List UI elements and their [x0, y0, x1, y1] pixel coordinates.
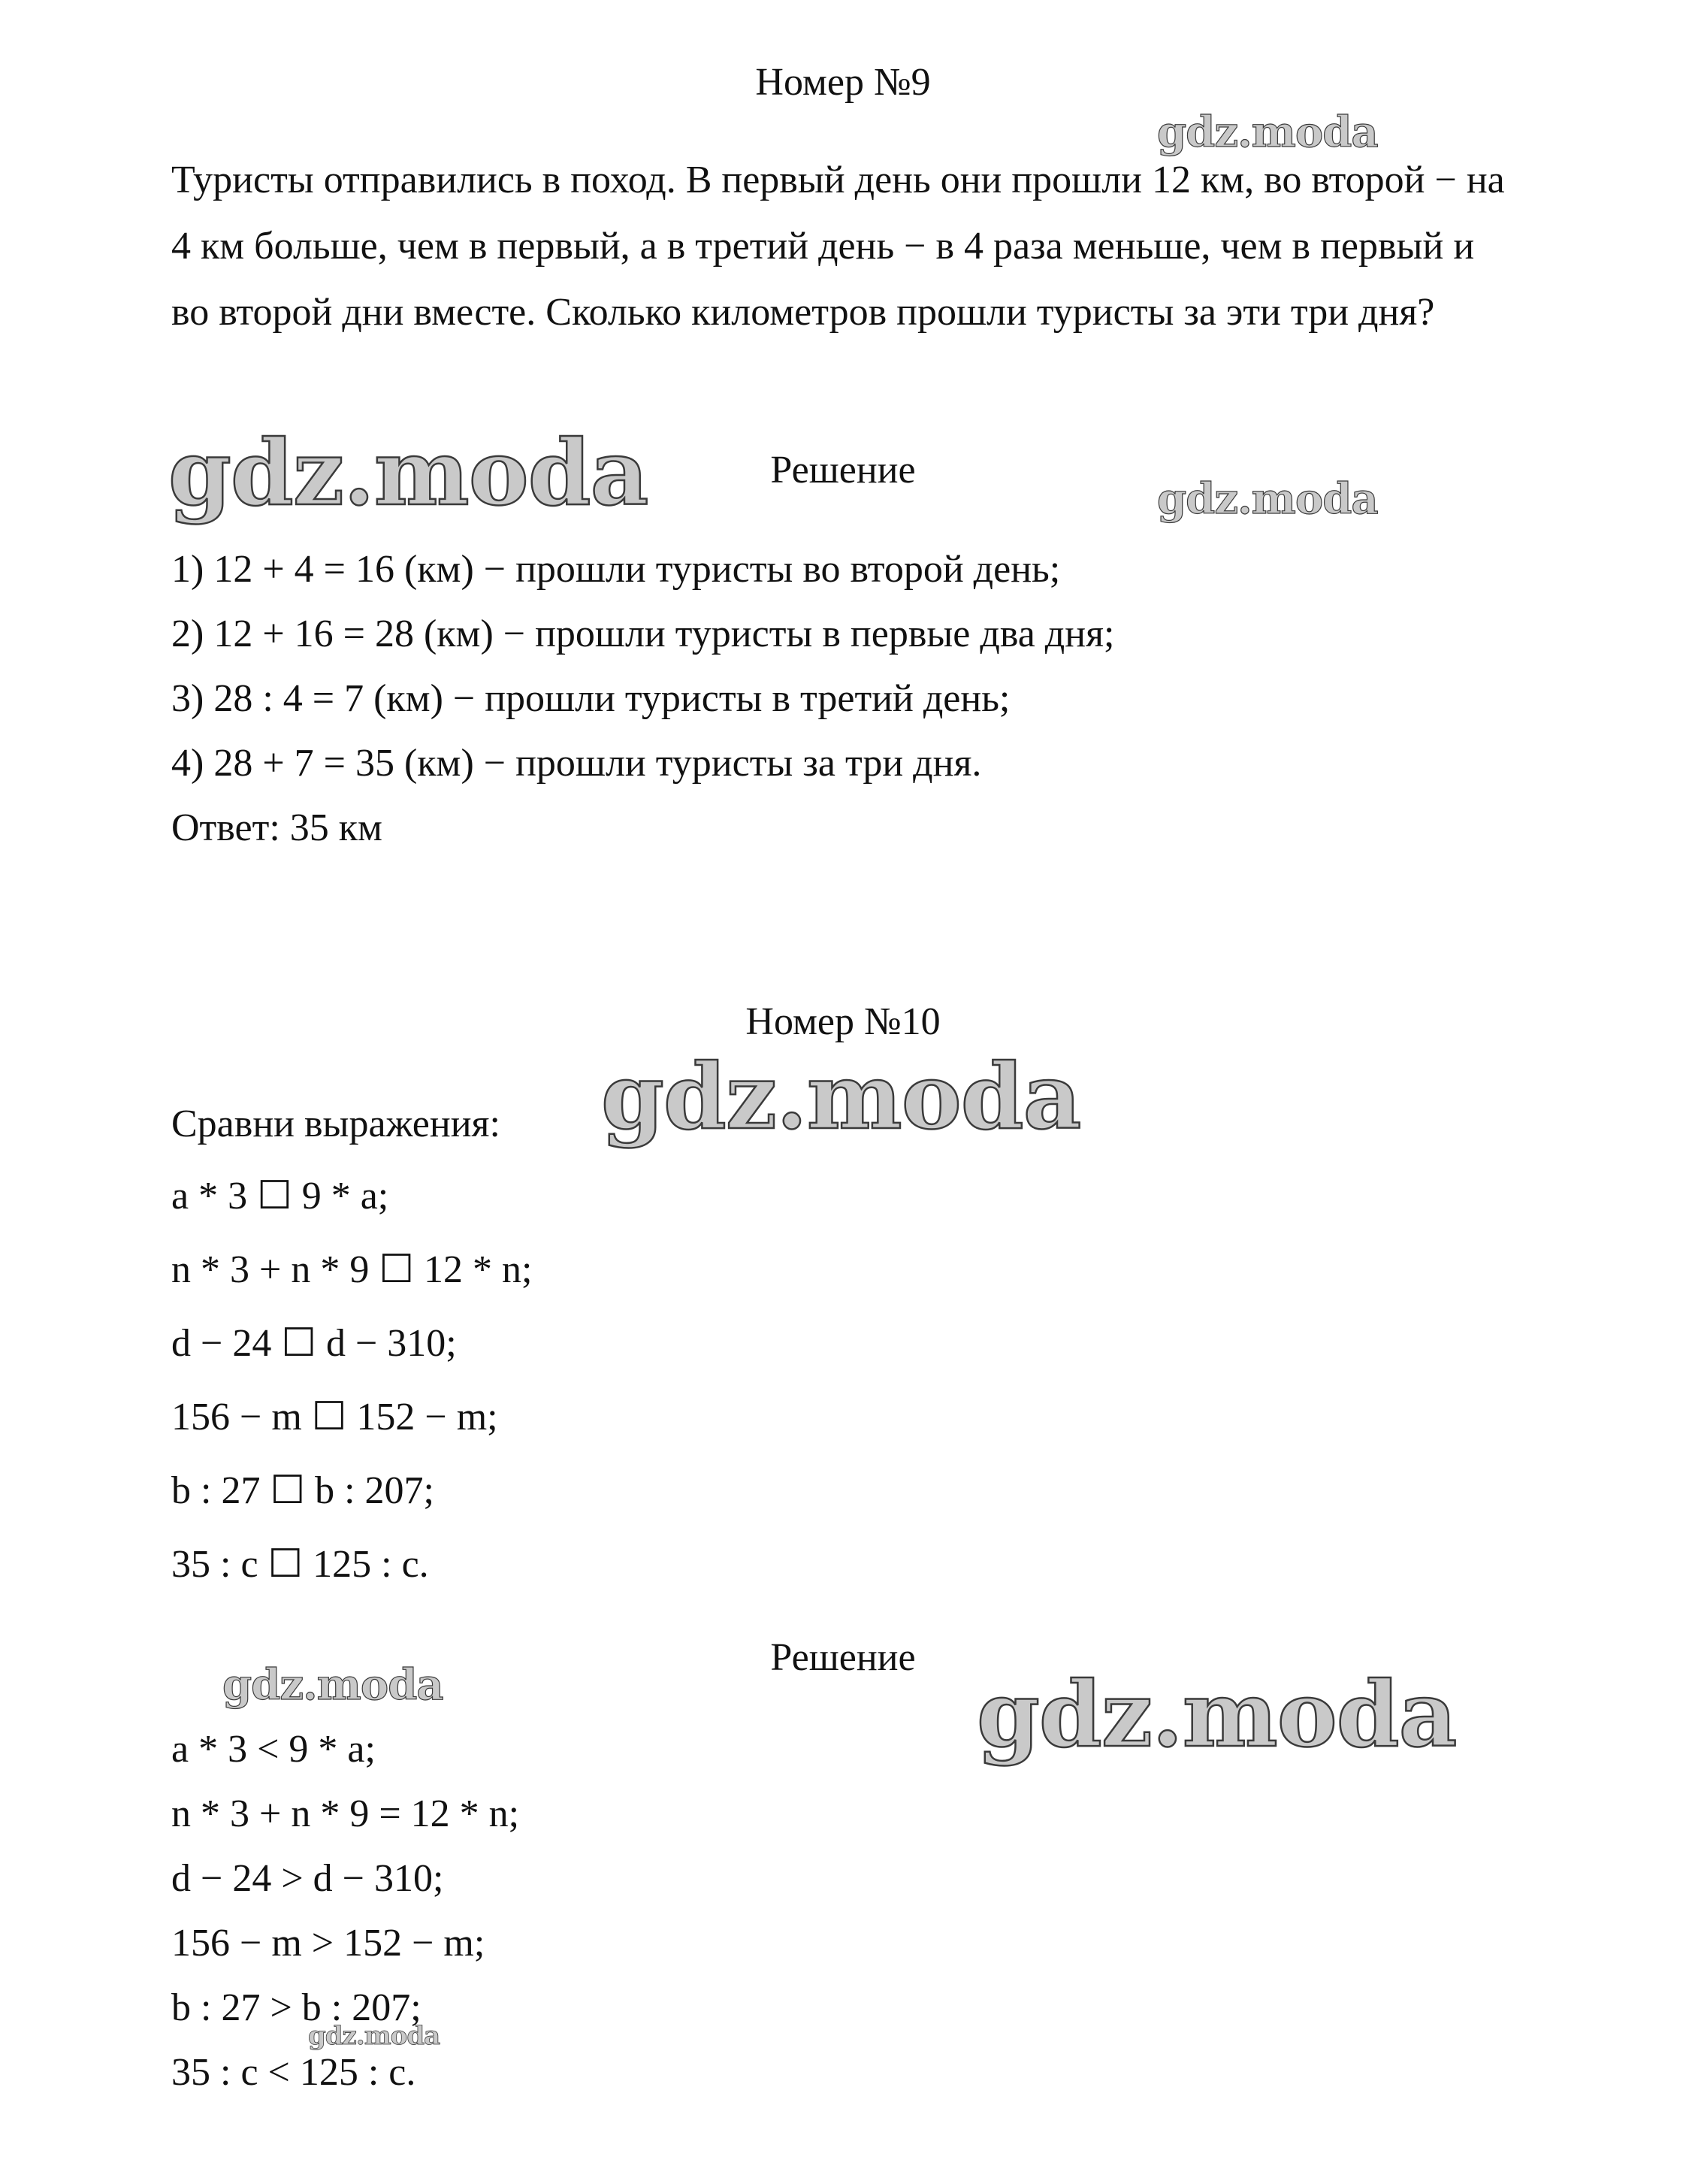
problem-10-answer-2: n * 3 + n * 9 = 12 * n;: [171, 1792, 520, 1835]
watermark-logo: gdz.moda: [1157, 107, 1378, 157]
problem-10-answer-5: b : 27 > b : 207;: [171, 1986, 422, 2029]
problem-10-prompt: Сравни выражения:: [171, 1103, 500, 1145]
problem-9-step-4: 4) 28 + 7 = 35 (км) − прошли туристы за три дня.: [171, 742, 982, 785]
problem-10-expression-6: 35 : c ☐ 125 : c.: [171, 1543, 429, 1586]
watermark-logo: gdz.moda: [977, 1662, 1457, 1768]
problem-10-answer-1: a * 3 < 9 * a;: [171, 1728, 376, 1771]
problem-10-answer-4: 156 − m > 152 − m;: [171, 1922, 485, 1965]
problem-9-statement: Туристы отправились в поход. В первый день они прошли 12 км, во второй − на 4 км больше, чем в первый, а в третий день − в 4 раза меньше, чем в первый и во второй дни вместе. Сколько километров прошли туристы за эти три дня?: [171, 159, 1505, 334]
problem-10-solution-heading: Решение: [770, 1636, 916, 1679]
problem-10-expression-5: b : 27 ☐ b : 207;: [171, 1469, 434, 1512]
watermark-logo: gdz.moda: [222, 1660, 443, 1710]
problem-9-title: Номер №9: [755, 61, 931, 104]
problem-10-expression-4: 156 − m ☐ 152 − m;: [171, 1396, 498, 1438]
problem-10-answer-6: 35 : c < 125 : c.: [171, 2051, 416, 2094]
watermark-logo: gdz.moda: [308, 2021, 440, 2051]
problem-9-step-1: 1) 12 + 4 = 16 (км) − прошли туристы во второй день;: [171, 548, 1061, 591]
problem-9-step-2: 2) 12 + 16 = 28 (км) − прошли туристы в первые два дня;: [171, 613, 1115, 655]
problem-10-title: Номер №10: [745, 1000, 941, 1043]
problem-10-expression-3: d − 24 ☐ d − 310;: [171, 1322, 457, 1365]
problem-10-answer-3: d − 24 > d − 310;: [171, 1857, 444, 1900]
problem-10-expression-2: n * 3 + n * 9 ☐ 12 * n;: [171, 1248, 533, 1291]
problem-9-step-3: 3) 28 : 4 = 7 (км) − прошли туристы в третий день;: [171, 677, 1011, 720]
problem-9-solution-heading: Решение: [770, 449, 916, 492]
problem-9-answer: Ответ: 35 км: [171, 806, 382, 849]
watermark-logo: gdz.moda: [601, 1044, 1081, 1150]
watermark-logo: gdz.moda: [1157, 474, 1378, 524]
watermark-logo: gdz.moda: [168, 420, 648, 526]
problem-10-expression-1: a * 3 ☐ 9 * a;: [171, 1175, 389, 1218]
